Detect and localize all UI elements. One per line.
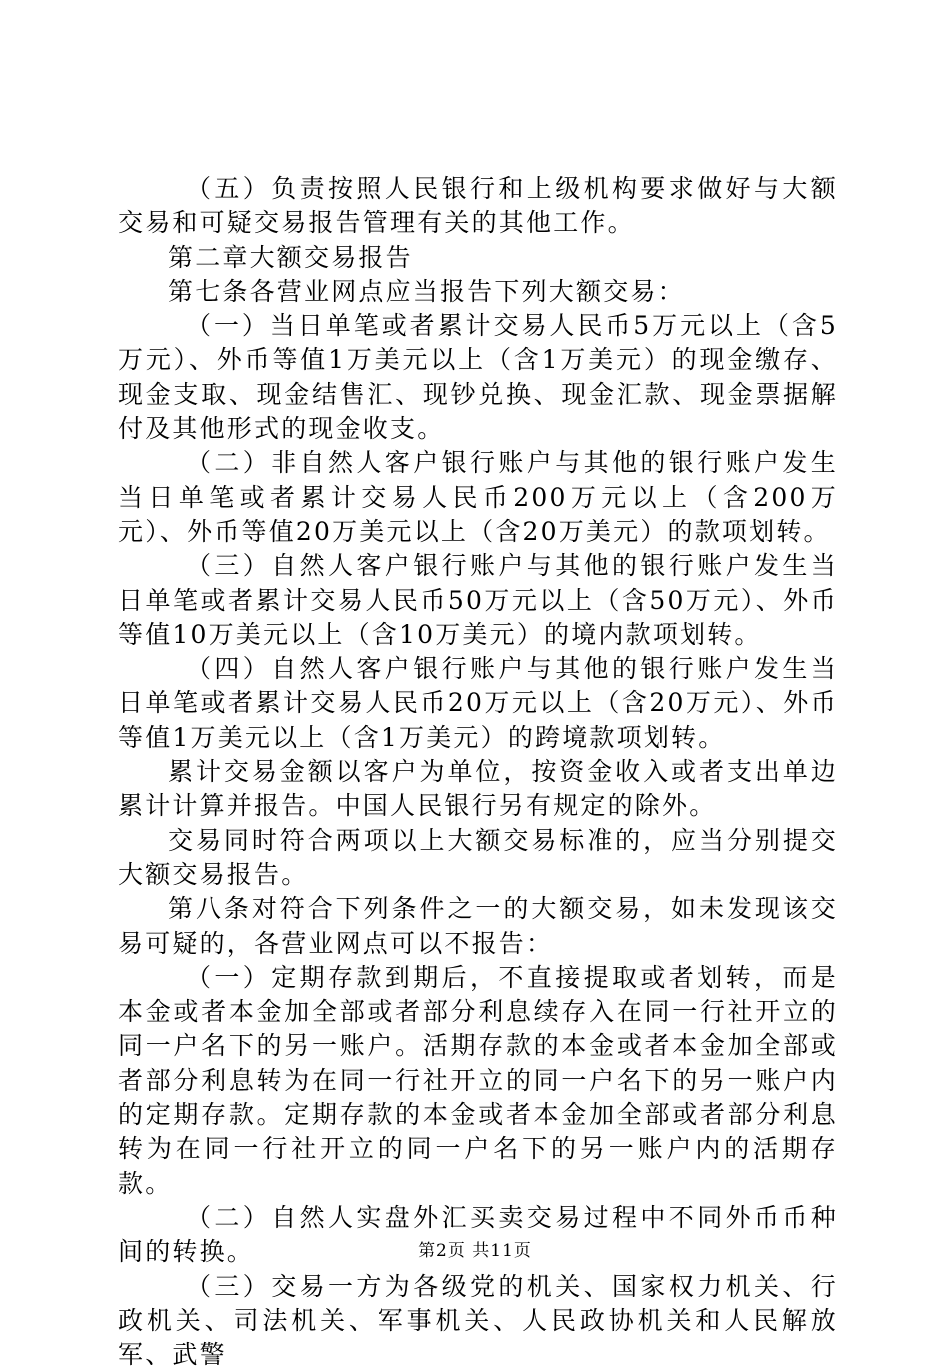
article-7-item-4: （四）自然人客户银行账户与其他的银行账户发生当日单笔或者累计交易人民币20万元以上（含20万元）、外币等值1万美元以上（含1万美元）的跨境款项划转。 <box>118 652 838 755</box>
article-8-item-1: （一）定期存款到期后，不直接提取或者划转，而是本金或者本金加全部或者部分利息续存入在同一行社开立的同一户名下的另一账户。活期存款的本金或者本金加全部或者部分利息转为在同一行社开立的同一户名下的另一账户内的定期存款。定期存款的本金或者本金加全部或者部分利息转为在同一行社开立的同一户名下的另一账户内的活期存款。 <box>118 961 838 1201</box>
document-body <box>118 172 838 1372</box>
article-8-item-3: （三）交易一方为各级党的机关、国家权力机关、行政机关、司法机关、军事机关、人民政协机关和人民解放军、武警 <box>118 1270 838 1372</box>
paragraph-item-5: （五）负责按照人民银行和上级机构要求做好与大额交易和可疑交易报告管理有关的其他工作。 <box>118 172 838 241</box>
page-footer: 第2页 共11页 <box>0 1236 950 1261</box>
cumulative-amount-paragraph: 累计交易金额以客户为单位，按资金收入或者支出单边累计计算并报告。中国人民银行另有规定的除外。 <box>118 755 838 824</box>
article-8-item-2: （二）自然人实盘外汇买卖交易过程中不同外币币种间的转换。 <box>118 1201 838 1270</box>
article-7-item-1: （一）当日单笔或者累计交易人民币5万元以上（含5万元）、外币等值1万美元以上（含1万美元）的现金缴存、现金支取、现金结售汇、现钞兑换、现金汇款、现金票据解付及其他形式的现金收支。 <box>118 309 838 446</box>
article-8: 第八条对符合下列条件之一的大额交易，如未发现该交易可疑的，各营业网点可以不报告： <box>118 892 838 961</box>
article-7-item-3: （三）自然人客户银行账户与其他的银行账户发生当日单笔或者累计交易人民币50万元以上（含50万元）、外币等值10万美元以上（含10万美元）的境内款项划转。 <box>118 549 838 652</box>
article-7: 第七条各营业网点应当报告下列大额交易： <box>118 275 838 309</box>
multiple-standards-paragraph: 交易同时符合两项以上大额交易标准的，应当分别提交大额交易报告。 <box>118 824 838 893</box>
chapter-heading: 第二章大额交易报告 <box>118 241 838 275</box>
article-7-item-2: （二）非自然人客户银行账户与其他的银行账户发生当日单笔或者累计交易人民币200万元以上（含200万元）、外币等值20万美元以上（含20万美元）的款项划转。 <box>118 446 838 549</box>
